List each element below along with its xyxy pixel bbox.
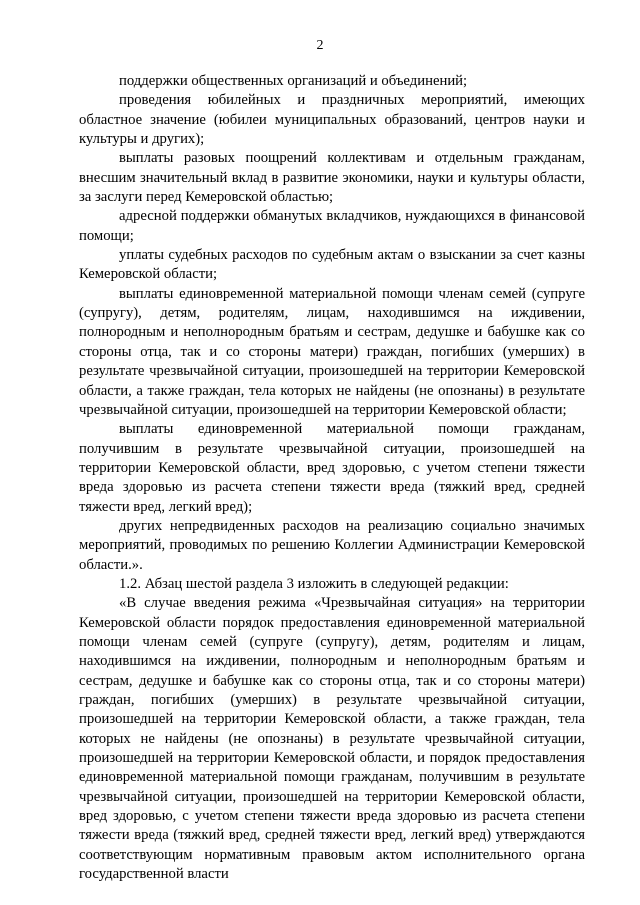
paragraph-amendment-1-2: 1.2. Абзац шестой раздела 3 изложить в следующей редакции: <box>119 575 509 592</box>
paragraph-aid-to-families: выплаты единовременной материальной помощи членам семей (супруге (супругу), детям, родителям, лицам, находившимся на иждивении, полнородным и неполнородным братьям и сестрам, дедушке и бабушке как со стороны отца, так и со стороны матери) граждан, погибших (умерших) в результате чрезвычайной ситуации, произошедшей на территории Кемеровской области, а также граждан, тела которых не найдены (не опознаны) в результате чрезвычайной ситуации, произошедшей на территории Кемеровской области; <box>79 285 585 418</box>
paragraph-one-time-rewards: выплаты разовых поощрений коллективам и отдельным гражданам, внесшим значительный вклад в развитие экономики, науки и культуры области, за заслуги перед Кемеровской областью; <box>79 150 585 206</box>
paragraph-deceived-depositors: адресной поддержки обманутых вкладчиков, нуждающихся в финансовой помощи; <box>79 208 585 244</box>
paragraph-public-organizations: поддержки общественных организаций и объединений; <box>119 73 468 89</box>
paragraph-unforeseen-expenses: других непредвиденных расходов на реализацию социально значимых мероприятий, проводимых по решению Коллегии Администрации Кемеровской области.». <box>79 517 585 573</box>
page-number: 2 <box>316 38 324 53</box>
paragraph-emergency-regime: «В случае введения режима «Чрезвычайная ситуация» на территории Кемеровской области порядок предоставления единовременной материальной помощи членам семей (супруге (супругу), детям, родителям и лицам, находившимся на иждивении, полнородным и неполнородным братьям и сестрам, дедушке и бабушке как со стороны отца, так и со стороны матери) граждан, погибших (умерших) в результате чрезвычайной ситуации, произошедшей на территории Кемеровской области, а также граждан, тела которых не найдены (не опознаны) в результате чрезвычайной ситуации, произошедшей на территории Кемеровской области, и порядок предоставления единовременной материальной помощи гражданам, получившим в результате чрезвычайной ситуации, произошедшей на территории Кемеровской области, вред здоровью, с учетом степени тяжести вреда здоровью из расчета степени тяжести вреда (тяжкий вред, средней тяжести вред, легкий вред) утверждаются соответствующим нормативным правовым актом исполнительного органа государственной власти <box>79 595 585 883</box>
paragraph-court-expenses: уплаты судебных расходов по судебным актам о взыскании за счет казны Кемеровской области; <box>79 247 585 283</box>
paragraph-aid-to-injured: выплаты единовременной материальной помощи гражданам, получившим в результате чрезвычайной ситуации, произошедшей на территории Кемеровской области, вред здоровью, с учетом степени тяжести вреда здоровью из расчета степени тяжести вреда (тяжкий вред, средней тяжести вред, легкий вред); <box>79 421 585 515</box>
document-body <box>79 72 585 884</box>
paragraph-anniversary-events: проведения юбилейных и праздничных мероприятий, имеющих областное значение (юбилеи муниципальных образований, центров науки и культуры и других); <box>79 92 585 148</box>
